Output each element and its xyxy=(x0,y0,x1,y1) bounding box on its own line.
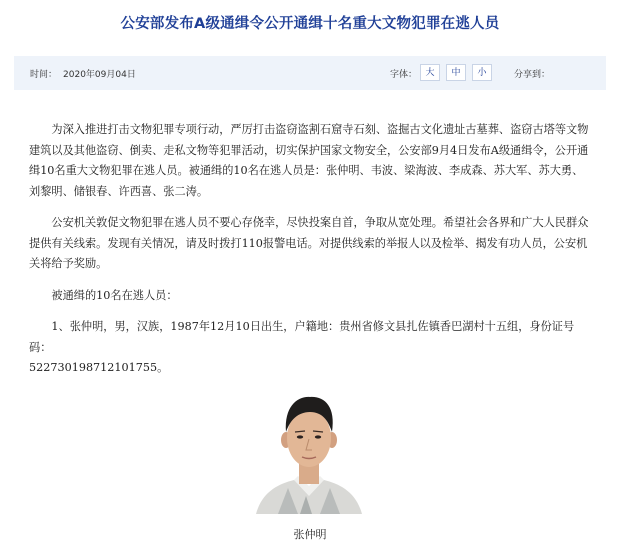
paragraph-intro: 为深入推进打击文物犯罪专项行动，严厉打击盗窃盗割石窟寺石刻、盗掘古文化遗址古墓葬、盗窃古塔等文物建筑以及其他盗窃、倒卖、走私文物等犯罪活动，切实保护国家文物安全，公安部9月4日发布A级通缉令，公开通缉10名重大文物犯罪在逃人员。被通缉的10名在逃人员是：张仲明、韦波、梁海波、李成森、苏大军、苏大勇、刘黎明、储银春、许西喜、张二涛。 xyxy=(29,123,589,198)
time-label: 时间： xyxy=(30,70,58,80)
paragraph-list-heading: 被通缉的10名在逃人员： xyxy=(51,288,178,302)
page-title: 公安部发布A级通缉令公开通缉十名重大文物犯罪在逃人员 xyxy=(120,16,500,32)
font-small-button[interactable]: 小 xyxy=(472,64,492,81)
font-large-button[interactable]: 大 xyxy=(420,64,440,81)
suspect-photo xyxy=(248,388,370,514)
paragraph-suspect-1: 1、张仲明，男，汉族，1987年12月10日出生，户籍地：贵州省修文县扎佐镇香巴湖村十五组，身份证号码： xyxy=(29,320,575,354)
photo-caption: 张仲明 xyxy=(293,528,327,541)
portrait-illustration xyxy=(248,388,370,514)
article-meta-bar xyxy=(14,56,606,90)
publish-time xyxy=(30,67,142,80)
font-medium-button[interactable]: 中 xyxy=(446,64,466,81)
font-size-label: 字体： xyxy=(390,70,418,80)
time-value: 2020年09月04日 xyxy=(63,70,136,80)
paragraph-appeal: 公安机关敦促文物犯罪在逃人员不要心存侥幸，尽快投案自首，争取从宽处理。希望社会各界和广大人民群众提供有关线索。发现有关情况，请及时拨打110报警电话。对提供线索的举报人以及检举、揭发有功人员，公安机关将给予奖励。 xyxy=(29,216,589,270)
share-label[interactable]: 分享到： xyxy=(514,70,551,80)
suspect-1-id-number: 522730198712101755。 xyxy=(29,361,169,374)
article-body xyxy=(29,120,592,390)
